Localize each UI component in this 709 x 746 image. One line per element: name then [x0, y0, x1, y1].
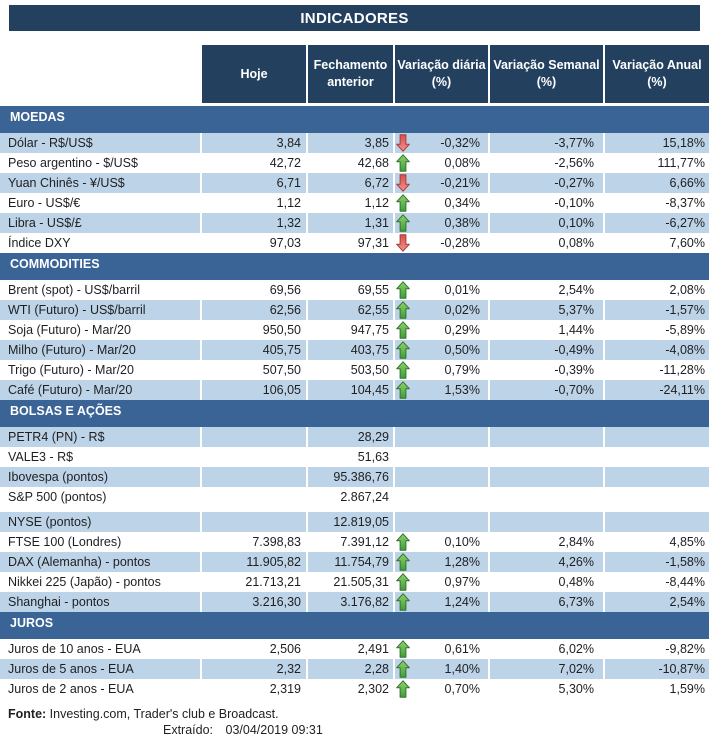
variacao-semanal-value — [490, 467, 605, 487]
trend-arrow-cell — [395, 659, 413, 679]
section-rows — [0, 133, 709, 253]
row-label: VALE3 - R$ — [0, 447, 202, 467]
table-row — [0, 320, 709, 340]
extracted-line — [163, 723, 709, 737]
up-arrow-icon — [396, 361, 410, 379]
variacao-semanal-value: 2,54% — [490, 280, 605, 300]
trend-arrow-cell — [395, 532, 413, 552]
section-header — [0, 106, 709, 133]
column-header-variacao-diaria: Variação diária (%) — [395, 45, 490, 103]
fechamento-value: 95.386,76 — [308, 467, 395, 487]
table-row — [0, 153, 709, 173]
row-label: Café (Futuro) - Mar/20 — [0, 380, 202, 400]
table-row — [0, 679, 709, 699]
variacao-anual-value: -5,89% — [605, 320, 709, 340]
variacao-semanal-value — [490, 427, 605, 447]
up-arrow-icon — [396, 214, 410, 232]
hoje-value: 6,71 — [202, 173, 308, 193]
table-row — [0, 300, 709, 320]
variacao-anual-value: 4,85% — [605, 532, 709, 552]
table-row — [0, 173, 709, 193]
table-row — [0, 639, 709, 659]
section-header — [0, 612, 709, 639]
variacao-anual-value: -4,08% — [605, 340, 709, 360]
fechamento-value: 503,50 — [308, 360, 395, 380]
variacao-semanal-value: 7,02% — [490, 659, 605, 679]
variacao-anual-value: -24,11% — [605, 380, 709, 400]
row-label: S&P 500 (pontos) — [0, 487, 202, 507]
variacao-anual-value: -8,37% — [605, 193, 709, 213]
variacao-semanal-value: 2,84% — [490, 532, 605, 552]
down-arrow-icon — [396, 234, 410, 252]
trend-arrow-cell — [395, 193, 413, 213]
fechamento-value: 12.819,05 — [308, 512, 395, 532]
hoje-value: 97,03 — [202, 233, 308, 253]
row-label: Dólar - R$/US$ — [0, 133, 202, 153]
table-row — [0, 193, 709, 213]
table-row — [0, 487, 709, 507]
up-arrow-icon — [396, 660, 410, 678]
row-label: Milho (Futuro) - Mar/20 — [0, 340, 202, 360]
variacao-semanal-value: 0,48% — [490, 572, 605, 592]
down-arrow-icon — [396, 174, 410, 192]
hoje-value: 2,32 — [202, 659, 308, 679]
variacao-semanal-value — [490, 447, 605, 467]
variacao-semanal-value: 6,02% — [490, 639, 605, 659]
variacao-semanal-value — [490, 512, 605, 532]
table-row — [0, 360, 709, 380]
variacao-semanal-value: 0,08% — [490, 233, 605, 253]
variacao-semanal-value: 4,26% — [490, 552, 605, 572]
fechamento-value: 69,55 — [308, 280, 395, 300]
fechamento-value: 97,31 — [308, 233, 395, 253]
up-arrow-icon — [396, 640, 410, 658]
variacao-diaria-value: 0,01% — [413, 280, 490, 300]
table-row — [0, 659, 709, 679]
hoje-value: 21.713,21 — [202, 572, 308, 592]
table-row — [0, 552, 709, 572]
trend-arrow-cell — [395, 447, 413, 467]
trend-arrow-cell — [395, 639, 413, 659]
source-line — [8, 707, 709, 721]
column-header-variacao-semanal: Variação Semanal (%) — [490, 45, 605, 103]
row-label: Brent (spot) - US$/barril — [0, 280, 202, 300]
variacao-diaria-value — [413, 512, 490, 532]
variacao-semanal-value: 6,73% — [490, 592, 605, 612]
down-arrow-icon — [396, 134, 410, 152]
up-arrow-icon — [396, 321, 410, 339]
table-row — [0, 213, 709, 233]
fechamento-value: 104,45 — [308, 380, 395, 400]
column-header-variacao-anual: Variação Anual (%) — [605, 45, 709, 103]
table-header — [0, 45, 709, 103]
variacao-semanal-value: -0,10% — [490, 193, 605, 213]
table-row — [0, 467, 709, 487]
variacao-semanal-value: 5,37% — [490, 300, 605, 320]
column-header-fechamento: Fechamento anterior — [308, 45, 395, 103]
variacao-anual-value: 1,59% — [605, 679, 709, 699]
row-label: FTSE 100 (Londres) — [0, 532, 202, 552]
trend-arrow-cell — [395, 360, 413, 380]
trend-arrow-cell — [395, 340, 413, 360]
hoje-value: 69,56 — [202, 280, 308, 300]
variacao-anual-value — [605, 467, 709, 487]
up-arrow-icon — [396, 281, 410, 299]
fechamento-value: 947,75 — [308, 320, 395, 340]
row-label: Nikkei 225 (Japão) - pontos — [0, 572, 202, 592]
up-arrow-icon — [396, 341, 410, 359]
footer — [0, 707, 709, 737]
trend-arrow-cell — [395, 280, 413, 300]
fechamento-value: 3.176,82 — [308, 592, 395, 612]
section-header — [0, 400, 709, 427]
up-arrow-icon — [396, 593, 410, 611]
hoje-value: 1,32 — [202, 213, 308, 233]
table-row — [0, 447, 709, 467]
hoje-value — [202, 447, 308, 467]
variacao-anual-value: 111,77% — [605, 153, 709, 173]
variacao-semanal-value — [490, 487, 605, 507]
section-title: JUROS — [10, 616, 54, 630]
variacao-diaria-value: 1,24% — [413, 592, 490, 612]
trend-arrow-cell — [395, 233, 413, 253]
variacao-semanal-value: -0,49% — [490, 340, 605, 360]
fechamento-value: 2,28 — [308, 659, 395, 679]
variacao-diaria-value — [413, 447, 490, 467]
extracted-timestamp: 03/04/2019 09:31 — [225, 723, 323, 737]
hoje-value — [202, 467, 308, 487]
variacao-anual-value: 2,54% — [605, 592, 709, 612]
fechamento-value: 1,12 — [308, 193, 395, 213]
fechamento-value: 42,68 — [308, 153, 395, 173]
trend-arrow-cell — [395, 133, 413, 153]
fechamento-value: 7.391,12 — [308, 532, 395, 552]
trend-arrow-cell — [395, 380, 413, 400]
variacao-diaria-value: 0,08% — [413, 153, 490, 173]
source-label: Fonte: — [8, 707, 47, 721]
row-label: WTI (Futuro) - US$/barril — [0, 300, 202, 320]
variacao-semanal-value: 5,30% — [490, 679, 605, 699]
variacao-diaria-value: 0,61% — [413, 639, 490, 659]
variacao-anual-value — [605, 427, 709, 447]
variacao-diaria-value: 0,29% — [413, 320, 490, 340]
variacao-semanal-value: -2,56% — [490, 153, 605, 173]
trend-arrow-cell — [395, 153, 413, 173]
row-label: Juros de 10 anos - EUA — [0, 639, 202, 659]
hoje-value — [202, 427, 308, 447]
sections — [0, 106, 709, 699]
header-spacer — [0, 45, 202, 103]
fechamento-value: 62,55 — [308, 300, 395, 320]
table-row — [0, 532, 709, 552]
hoje-value: 7.398,83 — [202, 532, 308, 552]
variacao-anual-value: 2,08% — [605, 280, 709, 300]
table-row — [0, 380, 709, 400]
up-arrow-icon — [396, 533, 410, 551]
trend-arrow-cell — [395, 320, 413, 340]
variacao-diaria-value: -0,28% — [413, 233, 490, 253]
row-label: Juros de 5 anos - EUA — [0, 659, 202, 679]
column-header-hoje: Hoje — [202, 45, 308, 103]
variacao-semanal-value: -0,70% — [490, 380, 605, 400]
trend-arrow-cell — [395, 512, 413, 532]
fechamento-value: 51,63 — [308, 447, 395, 467]
variacao-anual-value: -11,28% — [605, 360, 709, 380]
table-row — [0, 280, 709, 300]
variacao-anual-value — [605, 447, 709, 467]
up-arrow-icon — [396, 301, 410, 319]
variacao-semanal-value: 0,10% — [490, 213, 605, 233]
variacao-diaria-value: 1,28% — [413, 552, 490, 572]
variacao-diaria-value — [413, 467, 490, 487]
trend-arrow-cell — [395, 552, 413, 572]
variacao-semanal-value: -0,27% — [490, 173, 605, 193]
row-label: NYSE (pontos) — [0, 512, 202, 532]
up-arrow-icon — [396, 381, 410, 399]
extracted-label: Extraído: — [163, 723, 214, 737]
trend-arrow-cell — [395, 679, 413, 699]
variacao-anual-value: 15,18% — [605, 133, 709, 153]
fechamento-value: 2.867,24 — [308, 487, 395, 507]
row-label: Trigo (Futuro) - Mar/20 — [0, 360, 202, 380]
hoje-value: 950,50 — [202, 320, 308, 340]
up-arrow-icon — [396, 553, 410, 571]
variacao-anual-value: -8,44% — [605, 572, 709, 592]
row-label: Juros de 2 anos - EUA — [0, 679, 202, 699]
section-rows — [0, 639, 709, 699]
hoje-value: 3.216,30 — [202, 592, 308, 612]
hoje-value: 2,506 — [202, 639, 308, 659]
row-label: DAX (Alemanha) - pontos — [0, 552, 202, 572]
variacao-anual-value: -9,82% — [605, 639, 709, 659]
variacao-diaria-value — [413, 427, 490, 447]
hoje-value: 3,84 — [202, 133, 308, 153]
variacao-diaria-value: 0,97% — [413, 572, 490, 592]
fechamento-value: 6,72 — [308, 173, 395, 193]
section-title: BOLSAS E AÇÕES — [10, 404, 122, 418]
hoje-value: 11.905,82 — [202, 552, 308, 572]
section-rows — [0, 280, 709, 400]
variacao-anual-value: -10,87% — [605, 659, 709, 679]
row-label: Ibovespa (pontos) — [0, 467, 202, 487]
variacao-diaria-value: 0,10% — [413, 532, 490, 552]
variacao-anual-value — [605, 487, 709, 507]
table-row — [0, 592, 709, 612]
variacao-semanal-value: -3,77% — [490, 133, 605, 153]
row-label: Yuan Chinês - ¥/US$ — [0, 173, 202, 193]
hoje-value: 507,50 — [202, 360, 308, 380]
variacao-diaria-value: 0,79% — [413, 360, 490, 380]
hoje-value — [202, 512, 308, 532]
variacao-anual-value — [605, 512, 709, 532]
table-section — [0, 253, 709, 400]
fechamento-value: 403,75 — [308, 340, 395, 360]
hoje-value: 405,75 — [202, 340, 308, 360]
fechamento-value: 1,31 — [308, 213, 395, 233]
fechamento-value: 3,85 — [308, 133, 395, 153]
table-row — [0, 233, 709, 253]
source-text: Investing.com, Trader's club e Broadcast. — [49, 707, 279, 721]
hoje-value: 62,56 — [202, 300, 308, 320]
trend-arrow-cell — [395, 592, 413, 612]
up-arrow-icon — [396, 194, 410, 212]
table-section — [0, 106, 709, 253]
fechamento-value: 21.505,31 — [308, 572, 395, 592]
fechamento-value: 2,302 — [308, 679, 395, 699]
variacao-anual-value: 7,60% — [605, 233, 709, 253]
trend-arrow-cell — [395, 487, 413, 507]
row-label: Euro - US$/€ — [0, 193, 202, 213]
variacao-semanal-value: 1,44% — [490, 320, 605, 340]
row-label: Libra - US$/£ — [0, 213, 202, 233]
section-header — [0, 253, 709, 280]
page-title: INDICADORES — [9, 5, 700, 31]
variacao-diaria-value: 0,02% — [413, 300, 490, 320]
variacao-diaria-value — [413, 487, 490, 507]
section-title: MOEDAS — [10, 110, 65, 124]
trend-arrow-cell — [395, 572, 413, 592]
variacao-anual-value: -1,57% — [605, 300, 709, 320]
variacao-diaria-value: -0,32% — [413, 133, 490, 153]
variacao-anual-value: -1,58% — [605, 552, 709, 572]
hoje-value: 1,12 — [202, 193, 308, 213]
up-arrow-icon — [396, 154, 410, 172]
trend-arrow-cell — [395, 427, 413, 447]
trend-arrow-cell — [395, 213, 413, 233]
fechamento-value: 2,491 — [308, 639, 395, 659]
variacao-diaria-value: 0,50% — [413, 340, 490, 360]
row-label: Soja (Futuro) - Mar/20 — [0, 320, 202, 340]
variacao-diaria-value: 1,40% — [413, 659, 490, 679]
variacao-diaria-value: 0,34% — [413, 193, 490, 213]
variacao-diaria-value: 1,53% — [413, 380, 490, 400]
variacao-diaria-value: -0,21% — [413, 173, 490, 193]
variacao-semanal-value: -0,39% — [490, 360, 605, 380]
table-section — [0, 400, 709, 612]
table-row — [0, 512, 709, 532]
trend-arrow-cell — [395, 300, 413, 320]
up-arrow-icon — [396, 573, 410, 591]
row-label: Shanghai - pontos — [0, 592, 202, 612]
fechamento-value: 28,29 — [308, 427, 395, 447]
table-row — [0, 572, 709, 592]
hoje-value: 42,72 — [202, 153, 308, 173]
section-rows — [0, 427, 709, 612]
trend-arrow-cell — [395, 173, 413, 193]
variacao-diaria-value: 0,70% — [413, 679, 490, 699]
table-section — [0, 612, 709, 699]
hoje-value: 106,05 — [202, 380, 308, 400]
row-label: Peso argentino - $/US$ — [0, 153, 202, 173]
trend-arrow-cell — [395, 467, 413, 487]
up-arrow-icon — [396, 680, 410, 698]
row-label: PETR4 (PN) - R$ — [0, 427, 202, 447]
section-title: COMMODITIES — [10, 257, 100, 271]
table-row — [0, 427, 709, 447]
fechamento-value: 11.754,79 — [308, 552, 395, 572]
table-row — [0, 133, 709, 153]
row-label: Índice DXY — [0, 233, 202, 253]
variacao-anual-value: -6,27% — [605, 213, 709, 233]
variacao-anual-value: 6,66% — [605, 173, 709, 193]
table-row — [0, 340, 709, 360]
variacao-diaria-value: 0,38% — [413, 213, 490, 233]
hoje-value — [202, 487, 308, 507]
hoje-value: 2,319 — [202, 679, 308, 699]
